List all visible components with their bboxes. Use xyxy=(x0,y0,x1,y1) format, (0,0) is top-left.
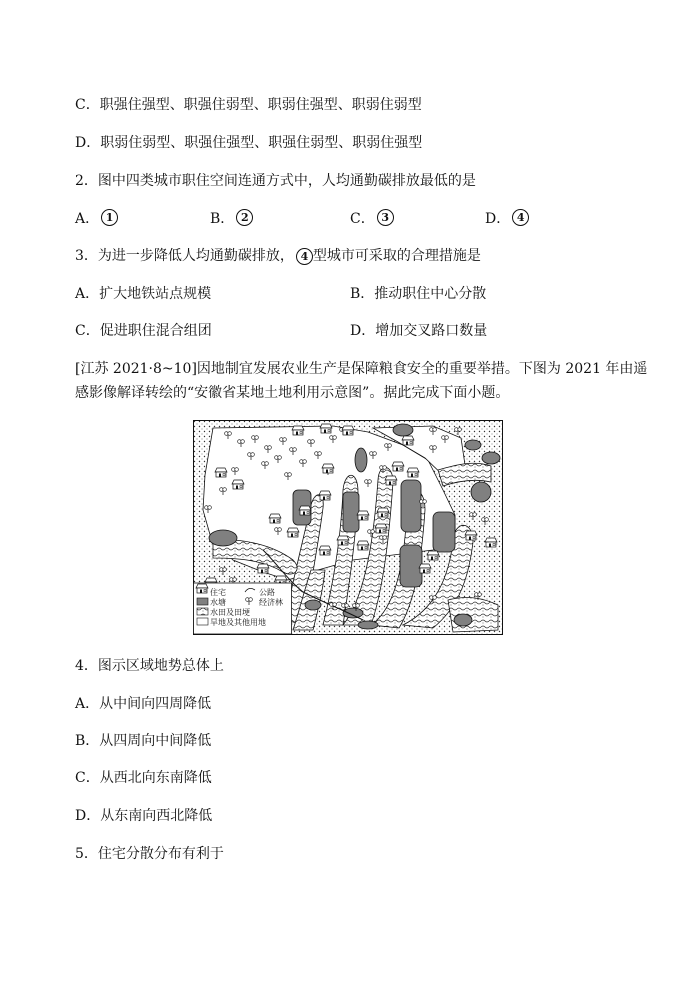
legend-road: 公路 xyxy=(259,588,275,597)
legend-paddy: 水田及田埂 xyxy=(210,608,250,617)
q3-option-a: A．扩大地铁站点规模 xyxy=(75,286,212,302)
q2-option-a: A． 1 xyxy=(75,209,99,229)
q4-option-a: A．从中间向四周降低 xyxy=(75,696,212,712)
circled-number: 3 xyxy=(377,209,394,226)
q1-option-c: C．职强住强型、职强住弱型、职弱住强型、职弱住弱型 xyxy=(75,97,422,113)
q2-option-b: B． 2 xyxy=(210,209,234,229)
intro-line2: 感影像解译转绘的“安徽省某地土地利用示意图”。据此完成下面小题。 xyxy=(75,385,510,401)
q4-option-c: C．从西北向东南降低 xyxy=(75,770,212,786)
circled-number: 4 xyxy=(296,248,313,265)
intro-line1: [江苏 2021·8~10]因地制宜发展农业生产是保障粮食安全的重要举措。下图为 2021 年由遥 xyxy=(75,361,648,377)
pond-icon xyxy=(197,598,208,605)
q3-option-b: B．推动职住中心分散 xyxy=(350,286,487,302)
land-use-map xyxy=(193,420,503,635)
q3-option-d: D．增加交叉路口数量 xyxy=(350,323,488,339)
q5-stem: 5．住宅分散分布有利于 xyxy=(75,846,224,862)
circled-number: 4 xyxy=(512,209,529,226)
q3-options-row2 xyxy=(75,321,635,341)
q4-option-b: B．从四周向中间降低 xyxy=(75,733,212,749)
legend-house: 住宅 xyxy=(210,588,226,597)
q3-options-row1 xyxy=(75,284,635,304)
q4-option-d: D．从东南向西北降低 xyxy=(75,808,213,824)
q4-stem: 4．图示区域地势总体上 xyxy=(75,658,224,674)
house-icon xyxy=(196,584,208,593)
legend-forest: 经济林 xyxy=(259,598,283,607)
paddy-icon xyxy=(197,608,208,615)
legend-dryland: 旱地及其他用地 xyxy=(210,618,266,627)
q2-options xyxy=(75,209,635,229)
circled-number: 1 xyxy=(101,209,118,226)
circled-number: 2 xyxy=(236,209,253,226)
q2-option-d: D． 4 xyxy=(485,209,510,229)
q1-option-d: D．职弱住弱型、职强住强型、职强住弱型、职弱住强型 xyxy=(75,135,423,151)
dryland-icon xyxy=(197,618,208,625)
map-legend xyxy=(194,583,292,634)
q2-stem: 2．图中四类城市职住空间连通方式中，人均通勤碳排放最低的是 xyxy=(75,173,476,189)
q2-option-c: C． 3 xyxy=(350,209,375,229)
q3-stem: 3．为进一步降低人均通勤碳排放， 4 型城市可采取的合理措施是 xyxy=(75,248,481,264)
legend-pond: 水塘 xyxy=(210,598,226,607)
q3-option-c: C．促进职住混合组团 xyxy=(75,323,212,339)
